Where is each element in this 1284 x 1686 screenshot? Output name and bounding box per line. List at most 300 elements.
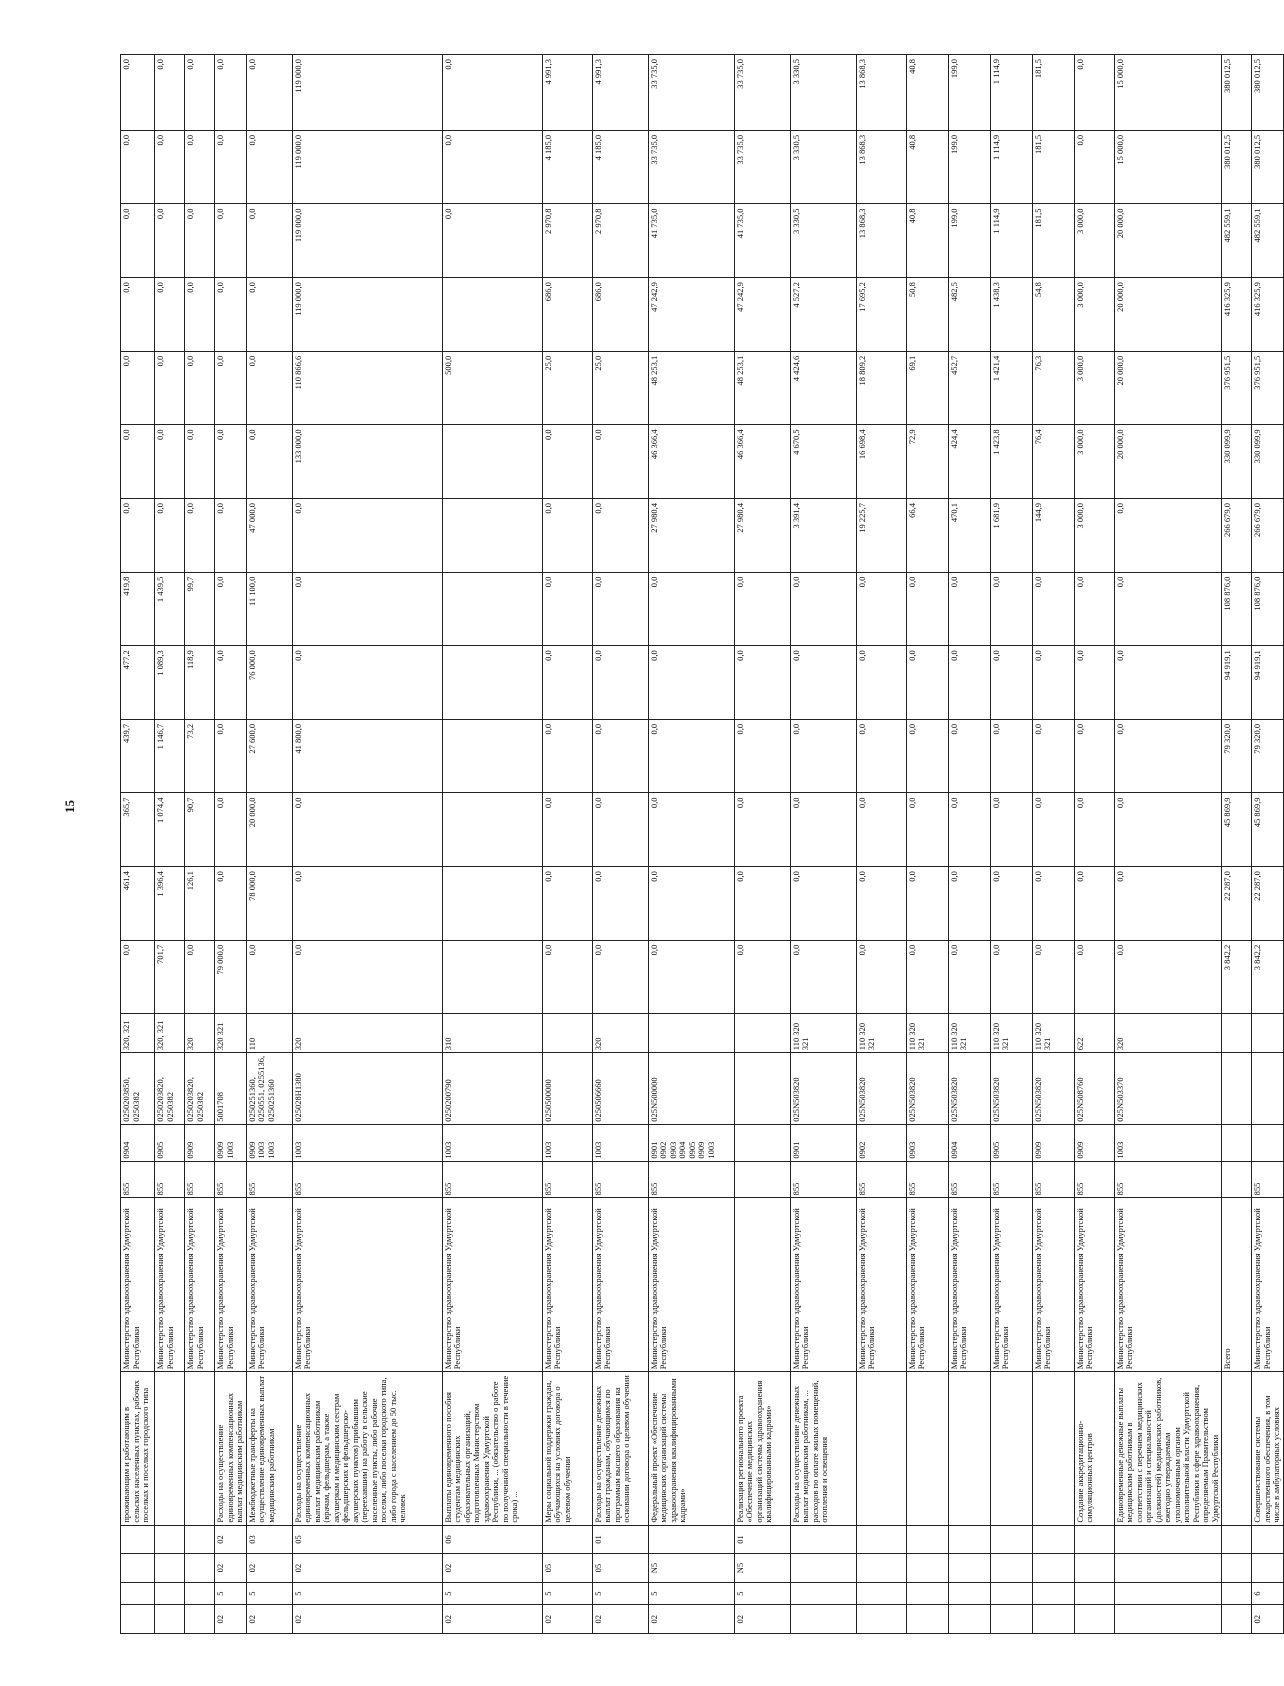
cell-rz: 0909 1003 1003 [246, 1124, 292, 1161]
cell-c [155, 1554, 185, 1583]
cell-value-year-13: 119 000,0 [292, 55, 442, 131]
cell-value-year-2: 22 287,0 [1252, 867, 1284, 941]
cell-value-year-1: 0,0 [856, 940, 906, 1014]
cell-vr: 320 321 [215, 1014, 247, 1053]
cell-org: Министерство здравоохранения Удмуртской Республики [121, 1198, 155, 1372]
cell-c: 05 [542, 1554, 592, 1583]
cell-value-year-4: 0,0 [790, 719, 856, 793]
cell-c [856, 1554, 906, 1583]
cell-c [948, 1554, 990, 1583]
table-row [790, 55, 856, 1634]
cell-desc [185, 1372, 215, 1525]
cell-value-year-10: 416 325,9 [1252, 278, 1284, 352]
cell-value-year-9: 4 424,6 [790, 351, 856, 425]
cell-rz: 0909 [185, 1124, 215, 1161]
cell-value-year-2: 0,0 [856, 867, 906, 941]
cell-value-year-6: 11 100,0 [246, 572, 292, 646]
cell-value-year-9: 69,1 [906, 351, 948, 425]
cell-org: Министерство здравоохранения Удмуртской Республики [1252, 1198, 1284, 1372]
cell-a [948, 1605, 990, 1634]
cell-value-year-3: 0,0 [215, 793, 247, 867]
cell-g: 855 [155, 1161, 185, 1198]
cell-value-year-8: 3 000,0 [1074, 425, 1114, 499]
cell-value-year-6: 0,0 [856, 572, 906, 646]
table-row [592, 55, 648, 1634]
cell-value-year-5: 0,0 [734, 646, 790, 720]
cell-rz [1252, 1124, 1284, 1161]
cell-vr: 110 320 321 [790, 1014, 856, 1053]
cell-value-year-9: 76,3 [1032, 351, 1074, 425]
cell-a [185, 1605, 215, 1634]
cell-org: Министерство здравоохранения Удмуртской Республики [592, 1198, 648, 1372]
cell-value-year-9: 1 421,4 [990, 351, 1032, 425]
cell-rz: 0904 [121, 1124, 155, 1161]
cell-g: 855 [292, 1161, 442, 1198]
cell-value-year-8: 72,9 [906, 425, 948, 499]
cell-value-year-1: 79 000,0 [215, 940, 247, 1014]
cell-value-year-9: 0,0 [246, 351, 292, 425]
cell-value-year-11: 3 000,0 [1074, 204, 1114, 278]
table-row [906, 55, 948, 1634]
cell-vr: 320, 321 [155, 1014, 185, 1053]
cell-g: 855 [1032, 1161, 1074, 1198]
cell-b: 5 [215, 1582, 247, 1604]
cell-d [856, 1525, 906, 1554]
cell-b [990, 1582, 1032, 1604]
table-row [215, 55, 247, 1634]
cell-value-year-7: 266 679,0 [1252, 498, 1284, 572]
cell-org: Министерство здравоохранения Удмуртской Республики [990, 1198, 1032, 1372]
cell-value-year-1: 0,0 [292, 940, 442, 1014]
cell-value-year-7: 266 679,0 [1222, 498, 1252, 572]
cell-a: 02 [1252, 1605, 1284, 1634]
cell-vr: 320 [592, 1014, 648, 1053]
cell-value-year-7: 27 980,4 [648, 498, 734, 572]
cell-value-year-13: 0,0 [121, 55, 155, 131]
cell-value-year-12: 0,0 [215, 130, 247, 204]
cell-d: 03 [246, 1525, 292, 1554]
cell-value-year-3: 0,0 [734, 793, 790, 867]
cell-value-year-1: 0,0 [734, 940, 790, 1014]
cell-value-year-3: 0,0 [990, 793, 1032, 867]
cell-d [185, 1525, 215, 1554]
cell-value-year-2: 0,0 [790, 867, 856, 941]
cell-rz: 1003 [1114, 1124, 1222, 1161]
cell-g: 855 [1074, 1161, 1114, 1198]
cell-c [121, 1554, 155, 1583]
cell-value-year-13: 380 012,5 [1222, 55, 1252, 131]
cell-value-year-8: 20 000,0 [1114, 425, 1222, 499]
cell-value-year-6: 0,0 [292, 572, 442, 646]
cell-value-year-13: 1 114,9 [990, 55, 1032, 131]
cell-b [790, 1582, 856, 1604]
cell-value-year-12: 181,5 [1032, 130, 1074, 204]
cell-d [906, 1525, 948, 1554]
cell-value-year-11: 482 559,1 [1222, 204, 1252, 278]
cell-c [185, 1554, 215, 1583]
cell-g: 855 [1114, 1161, 1222, 1198]
cell-rz: 0905 [155, 1124, 185, 1161]
cell-value-year-6: 0,0 [990, 572, 1032, 646]
cell-csr: 025028Н1380 [292, 1053, 442, 1125]
cell-value-year-6: 108 876,0 [1252, 572, 1284, 646]
cell-value-year-3: 0,0 [592, 793, 648, 867]
cell-value-year-1: 701,7 [155, 940, 185, 1014]
cell-csr: 0250203820, 0250382 [155, 1053, 185, 1125]
cell-value-year-7: 0,0 [292, 498, 442, 572]
cell-org: Министерство здравоохранения Удмуртской Республики [185, 1198, 215, 1372]
cell-rz: 0905 [990, 1124, 1032, 1161]
cell-value-year-3: 0,0 [948, 793, 990, 867]
cell-value-year-5: 1 089,3 [155, 646, 185, 720]
cell-value-year-10: 0,0 [155, 278, 185, 352]
cell-value-year-1: 0,0 [1032, 940, 1074, 1014]
cell-value-year-8: 76,4 [1032, 425, 1074, 499]
table-row [1222, 55, 1252, 1634]
table-row [442, 55, 542, 1634]
cell-g: 855 [990, 1161, 1032, 1198]
cell-d [542, 1525, 592, 1554]
cell-value-year-3: 0,0 [648, 793, 734, 867]
cell-value-year-10: 686,0 [592, 278, 648, 352]
cell-value-year-7: 0,0 [185, 498, 215, 572]
cell-value-year-3: 45 869,9 [1252, 793, 1284, 867]
cell-value-year-10: 0,0 [246, 278, 292, 352]
cell-value-year-6: 0,0 [1074, 572, 1114, 646]
cell-g: 855 [948, 1161, 990, 1198]
cell-value-year-12: 40,8 [906, 130, 948, 204]
cell-value-year-2: 0,0 [948, 867, 990, 941]
table-row [990, 55, 1032, 1634]
cell-c [1032, 1554, 1074, 1583]
cell-value-year-5: 0,0 [1114, 646, 1222, 720]
cell-value-year-12: 380 012,5 [1252, 130, 1284, 204]
cell-value-year-2: 0,0 [215, 867, 247, 941]
cell-value-year-1: 0,0 [592, 940, 648, 1014]
cell-value-year-4: 79 320,0 [1222, 719, 1252, 793]
cell-a: 02 [442, 1605, 542, 1634]
cell-c: 02 [442, 1554, 542, 1583]
cell-rz: 0901 [790, 1124, 856, 1161]
cell-value-year-10: 0,0 [185, 278, 215, 352]
cell-value-year-10: 47 242,9 [734, 278, 790, 352]
cell-value-year-5: 0,0 [292, 646, 442, 720]
cell-value-year-7: 3 000,0 [1074, 498, 1114, 572]
cell-value-year-5: 94 919,1 [1252, 646, 1284, 720]
cell-value-year-8: 424,4 [948, 425, 990, 499]
cell-value-year-2: 0,0 [1114, 867, 1222, 941]
cell-c: 02 [246, 1554, 292, 1583]
cell-d [1074, 1525, 1114, 1554]
cell-vr [648, 1014, 734, 1053]
cell-value-year-2: 78 000,0 [246, 867, 292, 941]
cell-csr: 0250500000 [542, 1053, 592, 1125]
cell-org: Министерство здравоохранения Удмуртской Республики [648, 1198, 734, 1372]
cell-value-year-13: 13 868,3 [856, 55, 906, 131]
cell-a [856, 1605, 906, 1634]
cell-value-year-12: 0,0 [185, 130, 215, 204]
cell-value-year-9: 500,0 [442, 351, 542, 425]
cell-value-year-10: 686,0 [542, 278, 592, 352]
cell-org: Министерство здравоохранения Удмуртской Республики [1074, 1198, 1114, 1372]
cell-value-year-7: 0,0 [542, 498, 592, 572]
cell-a: 02 [648, 1605, 734, 1634]
cell-value-year-2: 0,0 [592, 867, 648, 941]
cell-org [734, 1198, 790, 1372]
cell-value-year-12: 380 012,5 [1222, 130, 1252, 204]
cell-value-year-6: 0,0 [906, 572, 948, 646]
cell-d [1252, 1525, 1284, 1554]
cell-value-year-11: 0,0 [185, 204, 215, 278]
cell-rz: 0904 [948, 1124, 990, 1161]
cell-value-year-4: 0,0 [948, 719, 990, 793]
cell-value-year-7: 27 980,4 [734, 498, 790, 572]
cell-value-year-4 [442, 719, 542, 793]
cell-value-year-6: 0,0 [734, 572, 790, 646]
cell-value-year-2: 461,4 [121, 867, 155, 941]
table-row [542, 55, 592, 1634]
cell-vr: 110 320 321 [1032, 1014, 1074, 1053]
cell-value-year-13: 4 991,3 [592, 55, 648, 131]
cell-value-year-3: 365,7 [121, 793, 155, 867]
cell-d [155, 1525, 185, 1554]
cell-rz: 0909 [1032, 1124, 1074, 1161]
cell-b [1222, 1582, 1252, 1604]
cell-value-year-9: 110 866,6 [292, 351, 442, 425]
cell-g: 855 [542, 1161, 592, 1198]
cell-csr: 0250203820, 0250382 [185, 1053, 215, 1125]
cell-value-year-4: 73,2 [185, 719, 215, 793]
cell-value-year-9: 18 809,2 [856, 351, 906, 425]
table-row [246, 55, 292, 1634]
cell-desc [906, 1372, 948, 1525]
cell-c [990, 1554, 1032, 1583]
cell-value-year-10: 50,8 [906, 278, 948, 352]
cell-d: 02 [215, 1525, 247, 1554]
cell-value-year-10 [442, 278, 542, 352]
cell-vr: 110 320 321 [856, 1014, 906, 1053]
cell-b [155, 1582, 185, 1604]
cell-g: 855 [121, 1161, 155, 1198]
cell-desc: Единовременные денежные выплаты медицинским работникам в соответствии с перечнем медицинских организаций и специальностей (должностей) медицинских работников, ежегодно утверждаемым уполномоченным органом исполнительной власти Удмуртской Республики в сфере здравоохранения, определяемым Правительством Удмуртской Республики [1114, 1372, 1222, 1525]
cell-value-year-13: 380 012,5 [1252, 55, 1284, 131]
cell-value-year-9: 452,7 [948, 351, 990, 425]
cell-rz: 1003 [292, 1124, 442, 1161]
cell-value-year-10: 17 695,2 [856, 278, 906, 352]
cell-value-year-1: 0,0 [185, 940, 215, 1014]
cell-value-year-9: 48 253,1 [648, 351, 734, 425]
cell-value-year-1: 0,0 [948, 940, 990, 1014]
cell-value-year-3: 20 000,0 [246, 793, 292, 867]
cell-a [121, 1605, 155, 1634]
cell-g: 855 [790, 1161, 856, 1198]
cell-org: Министерство здравоохранения Удмуртской Республики [1032, 1198, 1074, 1372]
cell-value-year-4: 27 600,0 [246, 719, 292, 793]
cell-value-year-1: 3 842,2 [1252, 940, 1284, 1014]
cell-value-year-4: 0,0 [542, 719, 592, 793]
cell-d [648, 1525, 734, 1554]
cell-org: Министерство здравоохранения Удмуртской Республики [155, 1198, 185, 1372]
cell-value-year-4: 79 320,0 [1252, 719, 1284, 793]
cell-value-year-11: 41 735,0 [648, 204, 734, 278]
cell-value-year-12: 119 000,0 [292, 130, 442, 204]
cell-value-year-2: 0,0 [648, 867, 734, 941]
cell-desc: Реализация регионального проекта «Обеспечение медицинских организаций системы здравоохранения квалифицированными кадрами» [734, 1372, 790, 1525]
cell-csr: 025N503370 [1114, 1053, 1222, 1125]
cell-desc: Меры социальной поддержки граждан, обучающихся на условиях договора о целевом обучении [542, 1372, 592, 1525]
cell-d [948, 1525, 990, 1554]
cell-b: 5 [292, 1582, 442, 1604]
cell-value-year-2: 0,0 [542, 867, 592, 941]
cell-value-year-8: 0,0 [246, 425, 292, 499]
cell-value-year-12: 33 735,0 [648, 130, 734, 204]
cell-value-year-8: 46 366,4 [648, 425, 734, 499]
cell-value-year-3: 0,0 [1032, 793, 1074, 867]
cell-csr [1222, 1053, 1252, 1125]
cell-value-year-2: 0,0 [292, 867, 442, 941]
cell-value-year-8: 0,0 [542, 425, 592, 499]
cell-vr: 110 320 321 [948, 1014, 990, 1053]
table-row [1074, 55, 1114, 1634]
cell-value-year-10: 54,8 [1032, 278, 1074, 352]
cell-b [1032, 1582, 1074, 1604]
cell-value-year-3: 0,0 [790, 793, 856, 867]
cell-value-year-9: 376 951,5 [1252, 351, 1284, 425]
cell-value-year-10: 0,0 [215, 278, 247, 352]
cell-value-year-7: 1 681,9 [990, 498, 1032, 572]
cell-value-year-5: 0,0 [906, 646, 948, 720]
cell-value-year-5: 0,0 [856, 646, 906, 720]
cell-value-year-4: 0,0 [856, 719, 906, 793]
cell-csr: 025N503820 [906, 1053, 948, 1125]
table-row [856, 55, 906, 1634]
cell-value-year-7: 0,0 [121, 498, 155, 572]
cell-value-year-11: 41 735,0 [734, 204, 790, 278]
cell-value-year-8: 4 670,5 [790, 425, 856, 499]
cell-rz: 0903 [906, 1124, 948, 1161]
cell-value-year-7: 470,1 [948, 498, 990, 572]
cell-value-year-5: 118,9 [185, 646, 215, 720]
cell-desc [1222, 1372, 1252, 1525]
cell-b [1074, 1582, 1114, 1604]
cell-desc: Расходы на осуществление единовременных компенсационных выплат медицинским работникам (врачам, фельдшерам, а также акушеркам и медицинским сестрам фельдшерских и фельдшерско-акушерских пунктов) прибывшим (переехавшим) на работу в сельские населенные пункты, либо рабочие поселки, либо поселки городского типа, либо города с населением до 50 тыс. человек [292, 1372, 442, 1525]
cell-value-year-4: 0,0 [592, 719, 648, 793]
cell-vr [734, 1014, 790, 1053]
cell-value-year-8: 0,0 [155, 425, 185, 499]
cell-value-year-8: 0,0 [592, 425, 648, 499]
cell-value-year-10: 482,5 [948, 278, 990, 352]
cell-value-year-11: 0,0 [121, 204, 155, 278]
cell-value-year-8: 46 366,4 [734, 425, 790, 499]
cell-value-year-2: 22 287,0 [1222, 867, 1252, 941]
cell-c: 02 [292, 1554, 442, 1583]
cell-vr: 110 320 321 [990, 1014, 1032, 1053]
cell-value-year-2 [442, 867, 542, 941]
cell-g: 855 [856, 1161, 906, 1198]
cell-value-year-11: 2 970,8 [592, 204, 648, 278]
cell-org: Министерство здравоохранения Удмуртской Республики [215, 1198, 247, 1372]
cell-value-year-6: 0,0 [790, 572, 856, 646]
cell-d [790, 1525, 856, 1554]
cell-value-year-13: 0,0 [1074, 55, 1114, 131]
cell-value-year-11: 13 868,3 [856, 204, 906, 278]
cell-value-year-7: 0,0 [155, 498, 185, 572]
cell-value-year-5 [442, 646, 542, 720]
cell-value-year-6: 419,8 [121, 572, 155, 646]
cell-a [1032, 1605, 1074, 1634]
cell-value-year-3: 0,0 [1074, 793, 1114, 867]
cell-value-year-3: 0,0 [292, 793, 442, 867]
cell-value-year-3: 0,0 [1114, 793, 1222, 867]
cell-d [990, 1525, 1032, 1554]
cell-value-year-9: 25,0 [542, 351, 592, 425]
cell-desc: Расходы на осуществление единовременных компенсационных выплат медицинским работникам [215, 1372, 247, 1525]
cell-value-year-5: 0,0 [790, 646, 856, 720]
cell-c [906, 1554, 948, 1583]
cell-vr: 622 [1074, 1014, 1114, 1053]
cell-value-year-1: 0,0 [542, 940, 592, 1014]
cell-value-year-12: 3 330,5 [790, 130, 856, 204]
cell-value-year-3: 0,0 [856, 793, 906, 867]
cell-rz: 1003 [592, 1124, 648, 1161]
cell-value-year-8 [442, 425, 542, 499]
cell-rz: 0909 [1074, 1124, 1114, 1161]
cell-a [1114, 1605, 1222, 1634]
cell-value-year-5: 0,0 [1074, 646, 1114, 720]
cell-vr: 310 [442, 1014, 542, 1053]
cell-value-year-1: 0,0 [990, 940, 1032, 1014]
cell-value-year-9: 3 000,0 [1074, 351, 1114, 425]
cell-value-year-12: 0,0 [155, 130, 185, 204]
cell-d [121, 1525, 155, 1554]
cell-d [1222, 1525, 1252, 1554]
cell-value-year-9: 0,0 [121, 351, 155, 425]
cell-vr [542, 1014, 592, 1053]
table-row [185, 55, 215, 1634]
cell-value-year-10: 119 000,0 [292, 278, 442, 352]
cell-value-year-12: 1 114,9 [990, 130, 1032, 204]
cell-value-year-3: 90,7 [185, 793, 215, 867]
table-row [121, 55, 155, 1634]
cell-value-year-4: 0,0 [906, 719, 948, 793]
cell-value-year-1: 0,0 [1114, 940, 1222, 1014]
cell-csr: 025N503820 [790, 1053, 856, 1125]
cell-d [1032, 1525, 1074, 1554]
cell-csr: 025N503820 [948, 1053, 990, 1125]
cell-value-year-6: 0,0 [215, 572, 247, 646]
cell-c [1074, 1554, 1114, 1583]
cell-desc: Создание аккредитационно-симуляционных центров [1074, 1372, 1114, 1525]
cell-csr [1252, 1053, 1284, 1125]
cell-vr: 320 [185, 1014, 215, 1053]
cell-c: 05 [592, 1554, 648, 1583]
cell-vr: 110 [246, 1014, 292, 1053]
cell-c [1222, 1554, 1252, 1583]
cell-value-year-3: 0,0 [906, 793, 948, 867]
cell-value-year-12: 4 185,0 [542, 130, 592, 204]
cell-value-year-10: 0,0 [121, 278, 155, 352]
page-number: 15 [62, 800, 77, 813]
cell-value-year-13: 40,8 [906, 55, 948, 131]
cell-value-year-10: 47 242,9 [648, 278, 734, 352]
cell-csr: 025N500000 [648, 1053, 734, 1125]
cell-value-year-9: 0,0 [185, 351, 215, 425]
cell-desc: Расходы на осуществление денежных выплат гражданам, обучающимся по программам высшего образования на основании договора о целевом обучении [592, 1372, 648, 1525]
cell-org: Министерство здравоохранения Удмуртской Республики [906, 1198, 948, 1372]
cell-org: Министерство здравоохранения Удмуртской Республики [292, 1198, 442, 1372]
cell-value-year-13: 0,0 [185, 55, 215, 131]
cell-value-year-8: 0,0 [121, 425, 155, 499]
